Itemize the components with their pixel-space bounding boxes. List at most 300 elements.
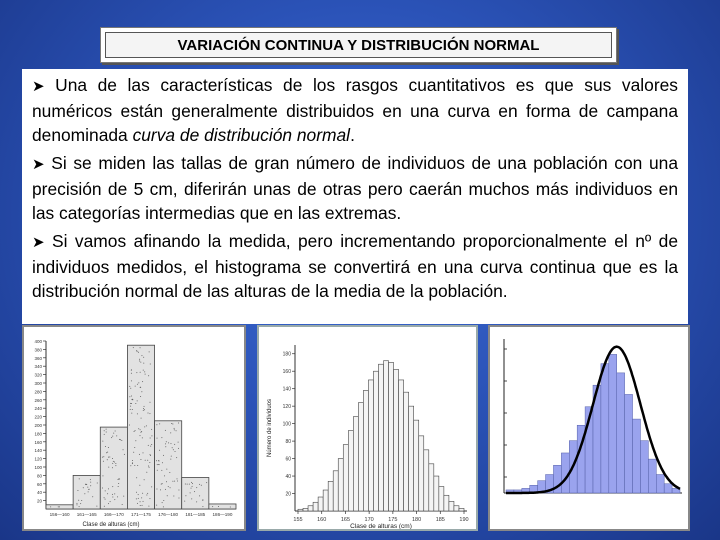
bar-texture-dot bbox=[176, 457, 177, 458]
bar-texture-dot bbox=[118, 478, 119, 479]
bar-texture-dot bbox=[90, 485, 91, 486]
bar-texture-dot bbox=[148, 506, 149, 507]
arrow-bullet-icon: ➤ bbox=[32, 234, 45, 251]
y-tick-label: 160 bbox=[282, 369, 291, 376]
y-tick-label: 140 bbox=[34, 448, 42, 454]
bar-texture-dot bbox=[196, 487, 197, 488]
bar-texture-dot bbox=[106, 452, 107, 453]
bar bbox=[338, 459, 343, 511]
bar-texture-dot bbox=[147, 493, 148, 494]
bar-texture-dot bbox=[131, 413, 132, 414]
bar-texture-dot bbox=[136, 498, 137, 499]
bar-texture-dot bbox=[187, 484, 188, 485]
y-tick-label: 80 bbox=[36, 473, 42, 479]
y-tick-label: 80 bbox=[285, 439, 291, 446]
bar-texture-dot bbox=[132, 399, 133, 400]
bar-texture-dot bbox=[166, 481, 167, 482]
bar-texture-dot bbox=[102, 488, 103, 489]
bar-texture-dot bbox=[201, 485, 202, 486]
bar-texture-dot bbox=[174, 444, 175, 445]
bar-texture-dot bbox=[143, 501, 144, 502]
bar-texture-dot bbox=[157, 470, 158, 471]
bar-texture-dot bbox=[81, 500, 82, 501]
bar-texture-dot bbox=[84, 493, 85, 494]
bar-texture-dot bbox=[130, 465, 131, 466]
bar bbox=[609, 354, 617, 493]
y-tick-label: 60 bbox=[36, 481, 42, 487]
y-tick-label: 360 bbox=[34, 355, 42, 361]
bar-texture-dot bbox=[108, 447, 109, 448]
bar bbox=[601, 364, 609, 493]
bar-texture-dot bbox=[176, 430, 177, 431]
bar bbox=[394, 369, 399, 511]
bar-texture-dot bbox=[163, 506, 164, 507]
histogram-normal-curve bbox=[488, 325, 690, 531]
bar bbox=[333, 471, 338, 511]
bar-texture-dot bbox=[115, 430, 116, 431]
slide-title: VARIACIÓN CONTINUA Y DISTRIBUCIÓN NORMAL bbox=[105, 32, 612, 58]
bar bbox=[424, 450, 429, 511]
bar-texture-dot bbox=[160, 489, 161, 490]
bar-texture-dot bbox=[149, 351, 150, 352]
bar-texture-dot bbox=[158, 460, 159, 461]
bar-texture-dot bbox=[192, 483, 193, 484]
y-tick-label: 280 bbox=[34, 389, 42, 395]
bar-texture-dot bbox=[174, 428, 175, 429]
bar-texture-dot bbox=[185, 483, 186, 484]
x-tick-label: 165 bbox=[340, 517, 351, 523]
bar-texture-dot bbox=[144, 371, 145, 372]
bar-texture-dot bbox=[90, 479, 91, 480]
x-tick-label: 175 bbox=[388, 517, 398, 523]
bar-texture-dot bbox=[190, 492, 191, 493]
bar-texture-dot bbox=[143, 357, 144, 358]
bar-texture-dot bbox=[178, 498, 179, 499]
bar-texture-dot bbox=[161, 470, 162, 471]
bar-texture-dot bbox=[192, 486, 193, 487]
bar bbox=[633, 419, 641, 493]
y-axis-label: Número de individuos bbox=[267, 398, 273, 458]
x-axis-label: Clase de alturas (cm) bbox=[350, 523, 412, 529]
bar-texture-dot bbox=[146, 494, 147, 495]
bar-texture-dot bbox=[194, 491, 195, 492]
bar bbox=[100, 427, 127, 509]
bar bbox=[313, 502, 318, 511]
bar-texture-dot bbox=[143, 452, 144, 453]
bar-texture-dot bbox=[230, 506, 231, 507]
bar-texture-dot bbox=[112, 486, 113, 487]
bar-texture-dot bbox=[137, 413, 138, 414]
y-tick-label: 40 bbox=[285, 474, 291, 481]
bar bbox=[404, 392, 409, 511]
bar-texture-dot bbox=[135, 440, 136, 441]
bar-texture-dot bbox=[137, 503, 138, 504]
bar-texture-dot bbox=[165, 489, 166, 490]
bar-texture-dot bbox=[144, 479, 145, 480]
bar-texture-dot bbox=[140, 432, 141, 433]
bar-texture-dot bbox=[118, 483, 119, 484]
bar-texture-dot bbox=[59, 506, 60, 507]
bar-texture-dot bbox=[118, 479, 119, 480]
bar bbox=[414, 420, 419, 511]
bar bbox=[640, 441, 648, 493]
bar-texture-dot bbox=[58, 506, 59, 507]
bar-texture-dot bbox=[108, 488, 109, 489]
bar-texture-dot bbox=[163, 455, 164, 456]
bar-texture-dot bbox=[76, 504, 77, 505]
bar bbox=[373, 371, 378, 511]
bar-texture-dot bbox=[151, 435, 152, 436]
bar-texture-dot bbox=[178, 490, 179, 491]
bar-texture-dot bbox=[144, 426, 145, 427]
bar-texture-dot bbox=[132, 462, 133, 463]
bar-texture-dot bbox=[138, 352, 139, 353]
bar-texture-dot bbox=[104, 430, 105, 431]
bar bbox=[323, 490, 328, 511]
y-tick-label: 100 bbox=[282, 421, 291, 428]
bar-texture-dot bbox=[139, 454, 140, 455]
bar bbox=[454, 506, 459, 511]
bar-texture-dot bbox=[123, 449, 124, 450]
bar-texture-dot bbox=[112, 458, 113, 459]
bar-texture-dot bbox=[137, 384, 138, 385]
bar-texture-dot bbox=[131, 373, 132, 374]
bar-texture-dot bbox=[115, 463, 116, 464]
bar-texture-dot bbox=[118, 486, 119, 487]
bar-texture-dot bbox=[150, 363, 151, 364]
bar-texture-dot bbox=[131, 370, 132, 371]
x-tick-label: 186—190 bbox=[212, 512, 233, 517]
bar-texture-dot bbox=[146, 472, 147, 473]
bar-texture-dot bbox=[129, 396, 130, 397]
bullet-1-text: Una de las características de los rasgos cuantitativos es que sus valores numéricos están generalmente distribuidos en una curva en forma de campana denominada bbox=[32, 75, 678, 145]
bar bbox=[308, 506, 313, 511]
bar-texture-dot bbox=[86, 484, 87, 485]
bar-texture-dot bbox=[156, 460, 157, 461]
bar-texture-dot bbox=[139, 485, 140, 486]
bar-texture-dot bbox=[138, 498, 139, 499]
bar-texture-dot bbox=[140, 505, 141, 506]
bar-texture-dot bbox=[130, 409, 131, 410]
bar bbox=[656, 475, 664, 493]
bar-texture-dot bbox=[149, 402, 150, 403]
bar-texture-dot bbox=[134, 447, 135, 448]
bar-texture-dot bbox=[96, 506, 97, 507]
bar-texture-dot bbox=[108, 457, 109, 458]
bar-texture-dot bbox=[141, 497, 142, 498]
histogram-coarse bbox=[22, 325, 246, 531]
x-axis-label: Clase de alturas (cm) bbox=[82, 522, 140, 528]
bar-texture-dot bbox=[108, 503, 109, 504]
bar-texture-dot bbox=[80, 503, 81, 504]
bar-texture-dot bbox=[131, 395, 132, 396]
title-box bbox=[100, 27, 617, 63]
bar-texture-dot bbox=[196, 501, 197, 502]
bar-texture-dot bbox=[151, 486, 152, 487]
bar bbox=[439, 487, 444, 511]
bar-texture-dot bbox=[112, 497, 113, 498]
bar-texture-dot bbox=[132, 460, 133, 461]
bar-texture-dot bbox=[76, 503, 77, 504]
bar-texture-dot bbox=[140, 387, 141, 388]
y-tick-label: 180 bbox=[34, 431, 42, 437]
bar-texture-dot bbox=[131, 403, 132, 404]
bar-texture-dot bbox=[173, 495, 174, 496]
bar-texture-dot bbox=[139, 359, 140, 360]
bar-texture-dot bbox=[149, 413, 150, 414]
bar-texture-dot bbox=[107, 493, 108, 494]
bar-texture-dot bbox=[218, 506, 219, 507]
bar-texture-dot bbox=[112, 436, 113, 437]
bar-texture-dot bbox=[156, 438, 157, 439]
bar bbox=[429, 464, 434, 511]
y-tick-label: 40 bbox=[36, 490, 42, 496]
y-tick-label: 120 bbox=[34, 456, 42, 462]
bar-texture-dot bbox=[136, 372, 137, 373]
bar bbox=[298, 509, 303, 511]
bar-texture-dot bbox=[104, 434, 105, 435]
y-tick-label: 120 bbox=[282, 404, 291, 411]
bar-texture-dot bbox=[161, 437, 162, 438]
x-tick-label: 155 bbox=[293, 517, 303, 523]
x-tick-label: 166—170 bbox=[103, 512, 124, 517]
y-tick-label: 20 bbox=[285, 491, 291, 498]
bar-texture-dot bbox=[178, 422, 179, 423]
bar-texture-dot bbox=[156, 505, 157, 506]
bullet-3-text: Si vamos afinando la medida, pero incrementando proporcionalmente el nº de individuos medidos, el histograma se convertirá en una curva continua que es la distribución normal de las alturas de la media de la población. bbox=[32, 231, 678, 301]
bar-texture-dot bbox=[142, 381, 143, 382]
bar-texture-dot bbox=[185, 495, 186, 496]
bar-texture-dot bbox=[112, 494, 113, 495]
bar-texture-dot bbox=[177, 478, 178, 479]
bar-texture-dot bbox=[167, 495, 168, 496]
bar-texture-dot bbox=[172, 481, 173, 482]
bullet-1 bbox=[32, 73, 678, 147]
bar bbox=[348, 431, 353, 511]
bar-texture-dot bbox=[203, 500, 204, 501]
y-tick-label: 400 bbox=[34, 339, 42, 344]
bar-texture-dot bbox=[132, 409, 133, 410]
bar-texture-dot bbox=[156, 424, 157, 425]
bar-texture-dot bbox=[97, 482, 98, 483]
bar-texture-dot bbox=[129, 425, 130, 426]
bar bbox=[328, 481, 333, 511]
bar-texture-dot bbox=[102, 441, 103, 442]
bar-texture-dot bbox=[170, 487, 171, 488]
y-tick-label: 140 bbox=[282, 386, 291, 393]
bar-texture-dot bbox=[150, 455, 151, 456]
bar-texture-dot bbox=[89, 489, 90, 490]
y-tick-label: 160 bbox=[34, 439, 42, 445]
bar-texture-dot bbox=[112, 467, 113, 468]
bar-texture-dot bbox=[92, 496, 93, 497]
bar-texture-dot bbox=[143, 370, 144, 371]
bar-texture-dot bbox=[104, 506, 105, 507]
bar bbox=[434, 476, 439, 511]
bar bbox=[182, 478, 209, 510]
bar-texture-dot bbox=[148, 465, 149, 466]
histogram-coarse-svg bbox=[24, 327, 244, 529]
bar-texture-dot bbox=[77, 490, 78, 491]
bar-texture-dot bbox=[175, 451, 176, 452]
bar bbox=[73, 475, 100, 509]
bar-texture-dot bbox=[159, 450, 160, 451]
y-tick-label: 200 bbox=[34, 423, 42, 428]
y-tick-label: 180 bbox=[282, 351, 291, 358]
bar bbox=[384, 361, 389, 511]
bar-texture-dot bbox=[137, 400, 138, 401]
bar-texture-dot bbox=[138, 428, 139, 429]
bar bbox=[625, 394, 633, 493]
bar-texture-dot bbox=[79, 478, 80, 479]
bar-texture-dot bbox=[143, 363, 144, 364]
bar-texture-dot bbox=[145, 460, 146, 461]
bar-texture-dot bbox=[172, 447, 173, 448]
bar-texture-dot bbox=[138, 382, 139, 383]
bar-texture-dot bbox=[151, 429, 152, 430]
histogram-normal-curve-svg bbox=[490, 327, 688, 529]
arrow-bullet-icon: ➤ bbox=[32, 156, 45, 173]
bar-texture-dot bbox=[202, 506, 203, 507]
bar-texture-dot bbox=[171, 423, 172, 424]
y-tick-label: 100 bbox=[34, 465, 42, 470]
bar-texture-dot bbox=[134, 465, 135, 466]
bar-texture-dot bbox=[105, 499, 106, 500]
bar-texture-dot bbox=[130, 403, 131, 404]
bar bbox=[409, 406, 414, 511]
y-tick-label: 260 bbox=[34, 397, 42, 403]
bar-texture-dot bbox=[136, 350, 137, 351]
content-panel bbox=[22, 69, 688, 324]
bar-texture-dot bbox=[111, 437, 112, 438]
bar-texture-dot bbox=[105, 446, 106, 447]
bar-texture-dot bbox=[114, 499, 115, 500]
bar-texture-dot bbox=[114, 461, 115, 462]
arrow-bullet-icon: ➤ bbox=[32, 78, 45, 95]
bar-texture-dot bbox=[79, 506, 80, 507]
bar-texture-dot bbox=[149, 462, 150, 463]
bar-texture-dot bbox=[191, 482, 192, 483]
x-tick-label: 161—165 bbox=[76, 512, 97, 517]
bar-texture-dot bbox=[191, 498, 192, 499]
bar-texture-dot bbox=[121, 440, 122, 441]
bar-texture-dot bbox=[110, 501, 111, 502]
bar-texture-dot bbox=[144, 409, 145, 410]
bar-texture-dot bbox=[170, 443, 171, 444]
bar-texture-dot bbox=[136, 492, 137, 493]
bar-texture-dot bbox=[102, 475, 103, 476]
bar-texture-dot bbox=[141, 355, 142, 356]
bar bbox=[648, 459, 656, 493]
bar-texture-dot bbox=[142, 437, 143, 438]
bar bbox=[358, 403, 363, 511]
bar-texture-dot bbox=[162, 483, 163, 484]
bar-texture-dot bbox=[173, 449, 174, 450]
bar-texture-dot bbox=[142, 493, 143, 494]
bar-texture-dot bbox=[142, 505, 143, 506]
bar-texture-dot bbox=[165, 446, 166, 447]
bar-texture-dot bbox=[159, 423, 160, 424]
bar bbox=[318, 497, 323, 511]
bullet-3 bbox=[32, 229, 678, 303]
bar-texture-dot bbox=[130, 388, 131, 389]
y-tick-label: 320 bbox=[34, 372, 42, 378]
bar bbox=[368, 380, 373, 511]
bar-texture-dot bbox=[135, 403, 136, 404]
bar-texture-dot bbox=[162, 502, 163, 503]
x-tick-label: 176—180 bbox=[158, 512, 179, 517]
bar-texture-dot bbox=[107, 459, 108, 460]
bar-texture-dot bbox=[140, 362, 141, 363]
histogram-fine-svg bbox=[259, 327, 476, 529]
bar bbox=[664, 484, 672, 493]
bar-texture-dot bbox=[124, 454, 125, 455]
bar-texture-dot bbox=[113, 461, 114, 462]
bar-texture-dot bbox=[140, 429, 141, 430]
bar-texture-dot bbox=[148, 445, 149, 446]
x-tick-label: 181—185 bbox=[185, 512, 206, 517]
bar-texture-dot bbox=[141, 431, 142, 432]
bar-texture-dot bbox=[199, 484, 200, 485]
bar-texture-dot bbox=[165, 430, 166, 431]
bar bbox=[343, 445, 348, 511]
bar-texture-dot bbox=[166, 469, 167, 470]
bar-texture-dot bbox=[184, 501, 185, 502]
bar-texture-dot bbox=[140, 501, 141, 502]
bar-texture-dot bbox=[138, 494, 139, 495]
bullet-2-text: Si se miden las tallas de gran número de individuos de una población con una precisión de 5 cm, diferirán unas de otras pero caerán muchos más individuos en las categorías intermedias que en las extremas. bbox=[32, 153, 678, 223]
bullet-1-emphasis: curva de distribución normal bbox=[132, 125, 351, 145]
bar-texture-dot bbox=[139, 435, 140, 436]
bar-texture-dot bbox=[108, 467, 109, 468]
bar-texture-dot bbox=[78, 500, 79, 501]
bar-texture-dot bbox=[149, 498, 150, 499]
bar-texture-dot bbox=[170, 432, 171, 433]
bar-texture-dot bbox=[136, 477, 137, 478]
bar-texture-dot bbox=[117, 496, 118, 497]
bar-texture-dot bbox=[135, 386, 136, 387]
bar-texture-dot bbox=[199, 495, 200, 496]
bar-texture-dot bbox=[119, 439, 120, 440]
bar-texture-dot bbox=[87, 487, 88, 488]
bar-texture-dot bbox=[168, 486, 169, 487]
bar-texture-dot bbox=[162, 462, 163, 463]
bar-texture-dot bbox=[143, 408, 144, 409]
histogram-fine bbox=[257, 325, 478, 531]
bar-texture-dot bbox=[139, 360, 140, 361]
bar-texture-dot bbox=[122, 504, 123, 505]
bar bbox=[444, 495, 449, 511]
bar-texture-dot bbox=[135, 430, 136, 431]
y-tick-label: 60 bbox=[285, 456, 291, 463]
x-tick-label: 170 bbox=[364, 517, 374, 523]
bar bbox=[449, 501, 454, 511]
bar-texture-dot bbox=[137, 351, 138, 352]
bar-texture-dot bbox=[134, 431, 135, 432]
bar-texture-dot bbox=[103, 461, 104, 462]
bar-texture-dot bbox=[120, 439, 121, 440]
bar bbox=[378, 364, 383, 511]
bar-texture-dot bbox=[212, 506, 213, 507]
bar-texture-dot bbox=[177, 480, 178, 481]
bar-texture-dot bbox=[133, 452, 134, 453]
y-tick-label: 380 bbox=[34, 347, 42, 353]
bar-texture-dot bbox=[103, 456, 104, 457]
bar bbox=[303, 508, 308, 511]
bar bbox=[363, 390, 368, 511]
bar-texture-dot bbox=[141, 418, 142, 419]
bar-texture-dot bbox=[157, 464, 158, 465]
